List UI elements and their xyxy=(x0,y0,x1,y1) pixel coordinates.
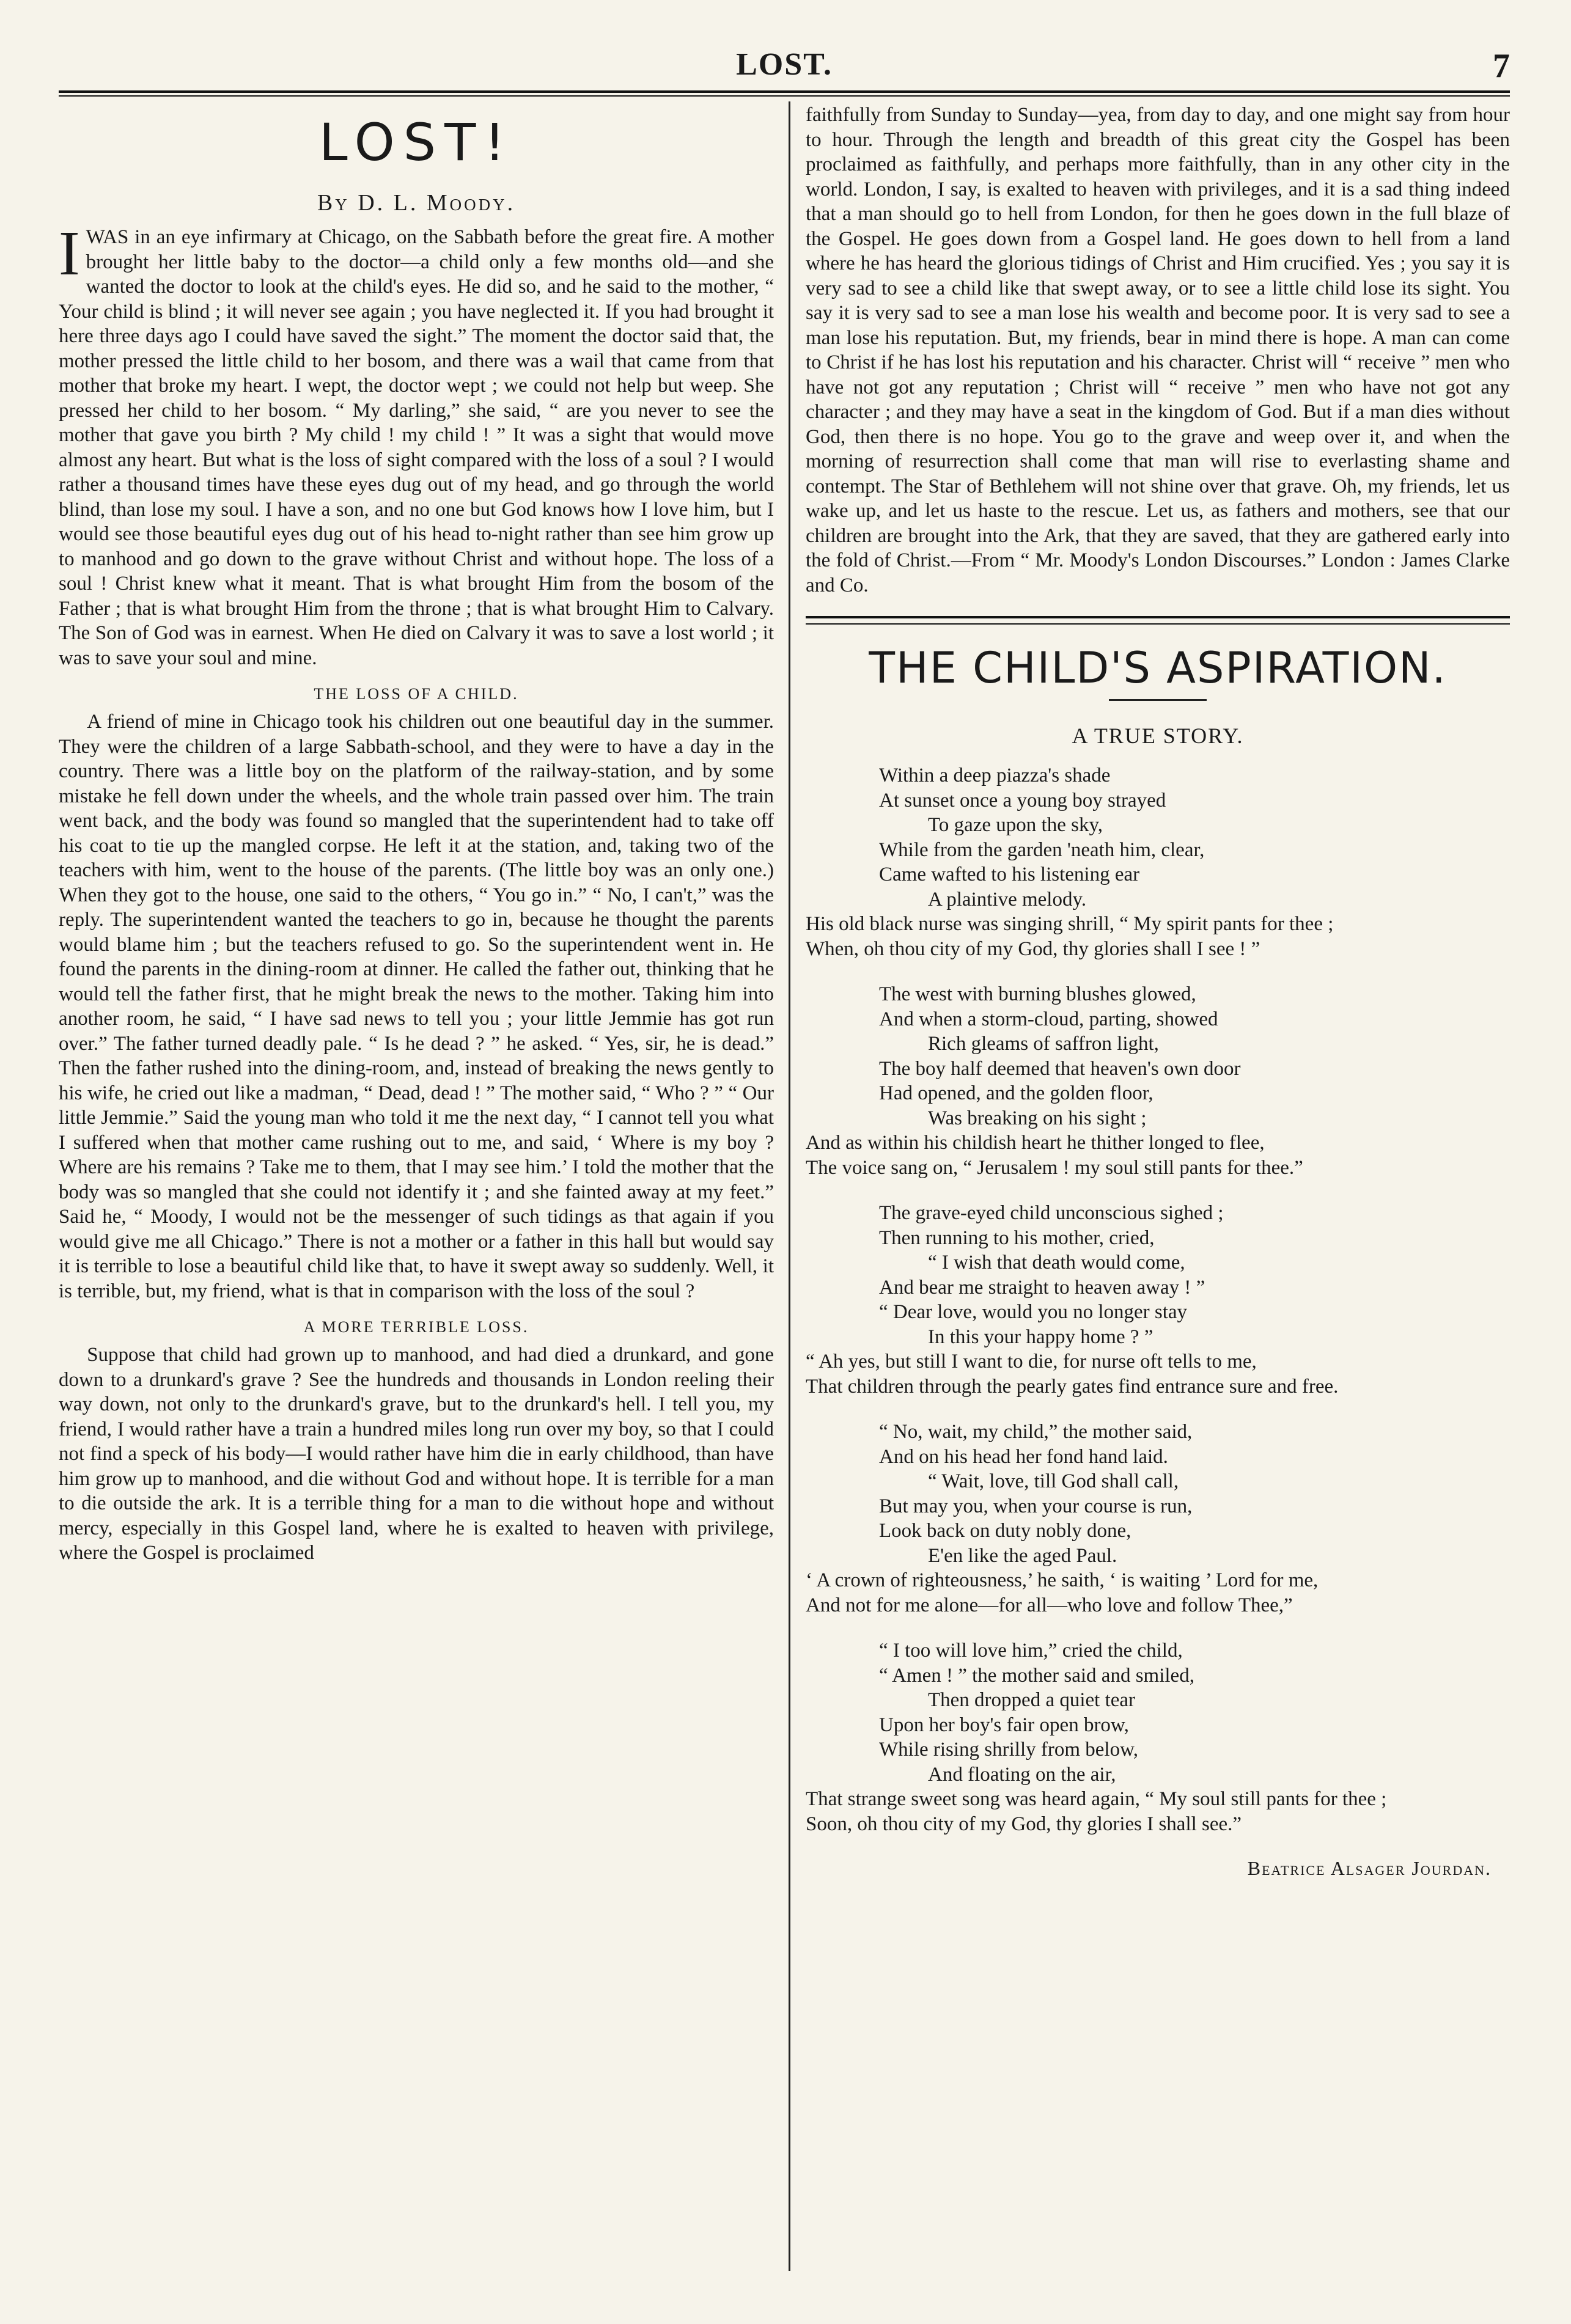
poem-body xyxy=(806,763,1510,1836)
header-rule-thin xyxy=(59,95,1510,97)
section-paragraph: Suppose that child had grown up to manhood, and had died a drunkard, and gone down to a drunkard's grave ? See the hundreds and thousands in London reeling their way down, not only to the drunkard's grave, but to the drunkard's hell. I tell you, my friend, I would rather have a train a hundred miles long run over my boy, so that I could not find a speck of his body—I would rather have him die in early childhood, than have him grow up to manhood, and die without God and without hope. It is terrible for a man to die outside the ark. It is a terrible thing for a man to die without hope and without mercy, especially in this Gospel land, where he is exalted to heaven with privilege, where the Gospel is proclaimed xyxy=(59,1344,774,1564)
poem-line: At sunset once a young boy strayed xyxy=(879,789,1166,812)
drop-cap: I xyxy=(59,218,80,288)
poem-line: “ I too will love him,” cried the child, xyxy=(879,1640,1183,1662)
poem-line: When, oh thou city of my God, thy glories shall I see ! ” xyxy=(806,937,1260,960)
poem-line: Came wafted to his listening ear xyxy=(879,863,1140,885)
poem-line: His old black nurse was singing shrill, “ My spirit pants for thee ; xyxy=(806,913,1334,935)
poem-line: Then running to his mother, cried, xyxy=(879,1226,1155,1249)
running-head xyxy=(59,46,1510,89)
poem-subtitle: A TRUE STORY. xyxy=(1072,724,1244,748)
poem-line: The boy half deemed that heaven's own door xyxy=(879,1057,1241,1080)
poem-line: “ Ah yes, but still I want to die, for nurse oft tells to me, xyxy=(806,1351,1257,1373)
poem-line: That strange sweet song was heard again, “ My soul still pants for thee ; xyxy=(806,1788,1387,1810)
section-paragraph: A friend of mine in Chicago took his children out one beautiful day in the summer. They were the children of a large Sabbath-school, and they were to have a day in the country. There was a little boy on the platform of the railway-station, and by some mistake he fell down under the wheels, and the whole train passed over him. The train went back, and the body was found so mangled that the superintendent had to take off his coat to tie up the mangled corpse. He left it at the station, and, taking two of the teachers with him, went to the house of the parents. (The little boy was an only one.) When they got to the house, one said to the others, “ You go in.” “ No, I can't,” was the reply. The superintendent wanted the teachers to go in, because he thought the parents would blame him ; but the teachers refused to go. So the superintendent went in. He found the parents in the dining-room at dinner. He called the father out, thinking that he would tell the father first, that he might break the news to the mother. Taking him into another room, he said, “ I have sad news to tell you ; your little Jemmie has got run over.” The father turned deadly pale. “ Is he dead ? ” he asked. “ Yes, sir, he is dead.” Then the father rushed into the dining-room, and, instead of breaking the news gently to his wife, he cried out like a madman, “ Dead, dead ! ” The mother said, “ Who ? ” “ Our little Jemmie.” Said the young man who told it me the next day, “ I cannot tell you what I suffered when that mother came rushing out to me, and said, ‘ Where is my boy ? Where are his remains ? Take me to them, that I may see him.’ I told the mother that the body was so mangled that she could not identify it ; and she fainted away at my feet.” Said he, “ Moody, I would not be the messenger of such tidings as that again if you would give me all Chicago.” There is not a mother or a father in this hall but would say it is terrible to lose a beautiful child like that, to have it swept away so suddenly. Well, it is terrible, but, my friend, what is that in comparison with the loss of the soul ? xyxy=(59,711,774,1302)
article-continuation: faithfully from Sunday to Sunday—yea, from day to day, and one might say from hour to hour. Through the length and breadth of this great city the Gospel has been proclaimed as faithfully, and perhaps more faithfully, than in any other city in the world. London, I say, is exalted to heaven with privileges, and it is a sad thing indeed that a man should go to hell from London, for then he goes down in the full blaze of the Gospel. He goes down from a Gospel land. He goes down to hell from a land where he has heard the glorious tidings of Christ and Him crucified. Yes ; you say it is very sad to see a child like that swept away, or to see a little child lose its sight. You say it is very sad to see a man lose his wealth and become poor. It is very sad to see a man lose his reputation. But, my friends, bear in mind there is hope. A man can come to Christ if he has lost his reputation and his character. Christ will “ receive ” men who have not got any reputation ; Christ will “ receive ” men who have not got any character ; and they may have a seat in the kingdom of God. But if a man dies without God, then there is no hope. You go to the grave and weep over it, and when the morning of resurrection shall come that man will rise to everlasting shame and contempt. The Star of Bethlehem will not shine over that grave. Oh, my friends, let us wake up, and let us haste to the rescue. Let us, as fathers and mothers, see that our children are brought into the Ark, that they are saved, that they are gathered early into the fold of Christ.—From “ Mr. Moody's London Discourses.” London : James Clarke and Co. xyxy=(806,104,1510,596)
page-number: 7 xyxy=(1493,47,1510,85)
poem-line: But may you, when your course is run, xyxy=(879,1495,1193,1517)
poem-line: “ Wait, love, till God shall call, xyxy=(928,1470,1179,1492)
poem-line: Then dropped a quiet tear xyxy=(928,1689,1136,1711)
poem-line: While from the garden 'neath him, clear, xyxy=(879,838,1205,861)
poem-line: Had opened, and the golden floor, xyxy=(879,1082,1153,1104)
poem-line: Soon, oh thou city of my God, thy glories I shall see.” xyxy=(806,1813,1242,1835)
poem-line: And on his head her fond hand laid. xyxy=(879,1445,1168,1468)
poem-line: The grave-eyed child unconscious sighed ; xyxy=(879,1202,1224,1224)
poem-headline: THE CHILD'S ASPIRATION. xyxy=(869,643,1447,693)
poem-line: And bear me straight to heaven away ! ” xyxy=(879,1276,1205,1299)
poem-line: Within a deep piazza's shade xyxy=(879,764,1111,786)
poem-line: Rich gleams of saffron light, xyxy=(928,1033,1159,1055)
running-title: LOST. xyxy=(736,47,833,82)
poem-line: The west with burning blushes glowed, xyxy=(879,983,1196,1005)
article-headline: LOST! xyxy=(318,112,514,172)
poem-stanza xyxy=(806,763,1510,961)
right-column xyxy=(806,103,1510,2278)
article-byline: By D. L. Moody. xyxy=(317,190,516,216)
section-rule xyxy=(806,616,1510,618)
poem-line: To gaze upon the sky, xyxy=(928,814,1103,836)
left-column xyxy=(59,103,774,2278)
opening-text: WAS in an eye infirmary at Chicago, on the Sabbath before the great fire. A mother brought her little baby to the doctor—a child only a few months old—and she wanted the doctor to look at the child's eyes. He did so, and he said to the mother, “ Your child is blind ; it will never see again ; you have neglected it. If you had brought it here three days ago I could have saved the sight.” The moment the doctor said that, the mother pressed the little child to her bosom, and there was a wail that came from that mother that broke my heart. I wept, the doctor wept ; we could not help but weep. She pressed her child to her bosom. “ My darling,” she said, “ are you never to see the mother that gave you birth ? My child ! my child ! ” It was a sight that would move almost any heart. But what is the loss of sight compared with the loss of a soul ? I would rather a thousand times have these eyes dug out of my head, and go through the world blind, than lose my soul. I have a son, and no one but God knows how I love him, but I would see those beautiful eyes dug out of his head to-night rather than see him grow up to manhood and go down to the grave without Christ and without hope. The loss of a soul ! Christ knew what it meant. That is what brought Him from the bosom of the Father ; that is what brought Him from the throne ; that is what brought Him to Calvary. The Son of God was in earnest. When He died on Calvary it was to save a lost world ; it was to save your soul and mine. xyxy=(59,226,774,669)
section-subhead: A MORE TERRIBLE LOSS. xyxy=(303,1318,529,1336)
poem-stanza xyxy=(806,1201,1510,1399)
poem-line: E'en like the aged Paul. xyxy=(928,1544,1117,1567)
header-rule xyxy=(59,90,1510,93)
poem-line: The voice sang on, “ Jerusalem ! my soul still pants for thee.” xyxy=(806,1156,1303,1179)
section-rule-thin xyxy=(806,623,1510,625)
column-divider xyxy=(789,101,790,2271)
poem-line: That children through the pearly gates find entrance sure and free. xyxy=(806,1375,1339,1398)
poem-line: And floating on the air, xyxy=(928,1763,1116,1786)
poem-line: A plaintive melody. xyxy=(928,888,1087,911)
poem-line: And as within his childish heart he thither longed to flee, xyxy=(806,1132,1265,1154)
title-underline xyxy=(1109,699,1207,701)
poem-line: ‘ A crown of righteousness,’ he saith, ‘ is waiting ’ Lord for me, xyxy=(806,1569,1319,1591)
poem-line: And not for me alone—for all—who love and follow Thee,” xyxy=(806,1594,1293,1616)
poem-stanza xyxy=(806,982,1510,1180)
poem-line: Was breaking on his sight ; xyxy=(928,1107,1147,1129)
poem-stanza xyxy=(806,1638,1510,1836)
poem-stanza xyxy=(806,1420,1510,1618)
poem-line: While rising shrilly from below, xyxy=(879,1739,1139,1761)
poem-line: “ Dear love, would you no longer stay xyxy=(879,1301,1188,1323)
article-opening-paragraph xyxy=(59,218,774,670)
poem-line: Look back on duty nobly done, xyxy=(879,1520,1131,1542)
poem-line: “ I wish that death would come, xyxy=(928,1252,1185,1274)
poem-attribution: Beatrice Alsager Jourdan. xyxy=(1247,1857,1492,1879)
poem-line: In this your happy home ? ” xyxy=(928,1325,1153,1348)
poem-line: “ Amen ! ” the mother said and smiled, xyxy=(879,1664,1194,1687)
section-subhead: THE LOSS OF A CHILD. xyxy=(314,685,519,703)
poem-line: And when a storm-cloud, parting, showed xyxy=(879,1008,1218,1030)
poem-line: “ No, wait, my child,” the mother said, xyxy=(879,1421,1193,1443)
poem-line: Upon her boy's fair open brow, xyxy=(879,1714,1129,1736)
